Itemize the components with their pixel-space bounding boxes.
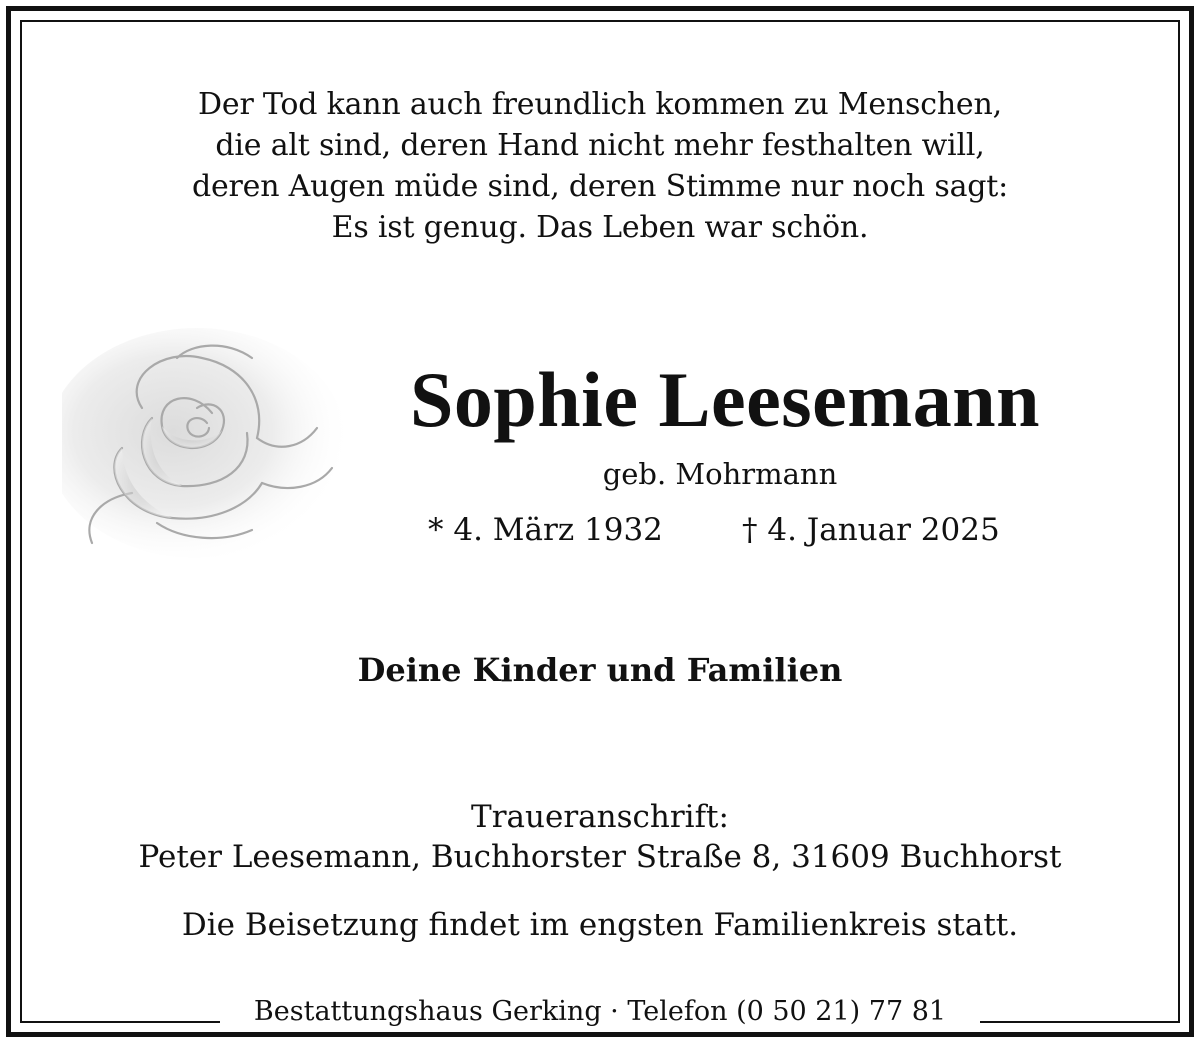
deceased-name: Sophie Leesemann [410, 356, 1040, 443]
life-dates [380, 508, 1070, 552]
funeral-home-footer: Bestattungshaus Gerking · Telefon (0 50 21) 77 81 [220, 992, 980, 1032]
rose-icon [62, 318, 347, 558]
burial-note: Die Beisetzung findet im engsten Familienkreis statt. [181, 907, 1019, 943]
birth-date: * 4. März 1932 [428, 512, 663, 548]
poem-line: die alt sind, deren Hand nicht mehr festhalten will, [215, 128, 985, 163]
address-label: Traueranschrift: [471, 799, 729, 835]
maiden-name: geb. Mohrmann [602, 457, 838, 491]
death-date: † 4. Januar 2025 [742, 512, 1000, 548]
poem [0, 84, 1200, 248]
poem-line: Es ist genug. Das Leben war schön. [331, 210, 869, 245]
poem-line: deren Augen müde sind, deren Stimme nur noch sagt: [191, 169, 1009, 204]
mourners: Deine Kinder und Familien [357, 651, 843, 689]
poem-line: Der Tod kann auch freundlich kommen zu Menschen, [198, 87, 1002, 122]
mourning-address: Peter Leesemann, Buchhorster Straße 8, 31609 Buchhorst [138, 839, 1062, 875]
